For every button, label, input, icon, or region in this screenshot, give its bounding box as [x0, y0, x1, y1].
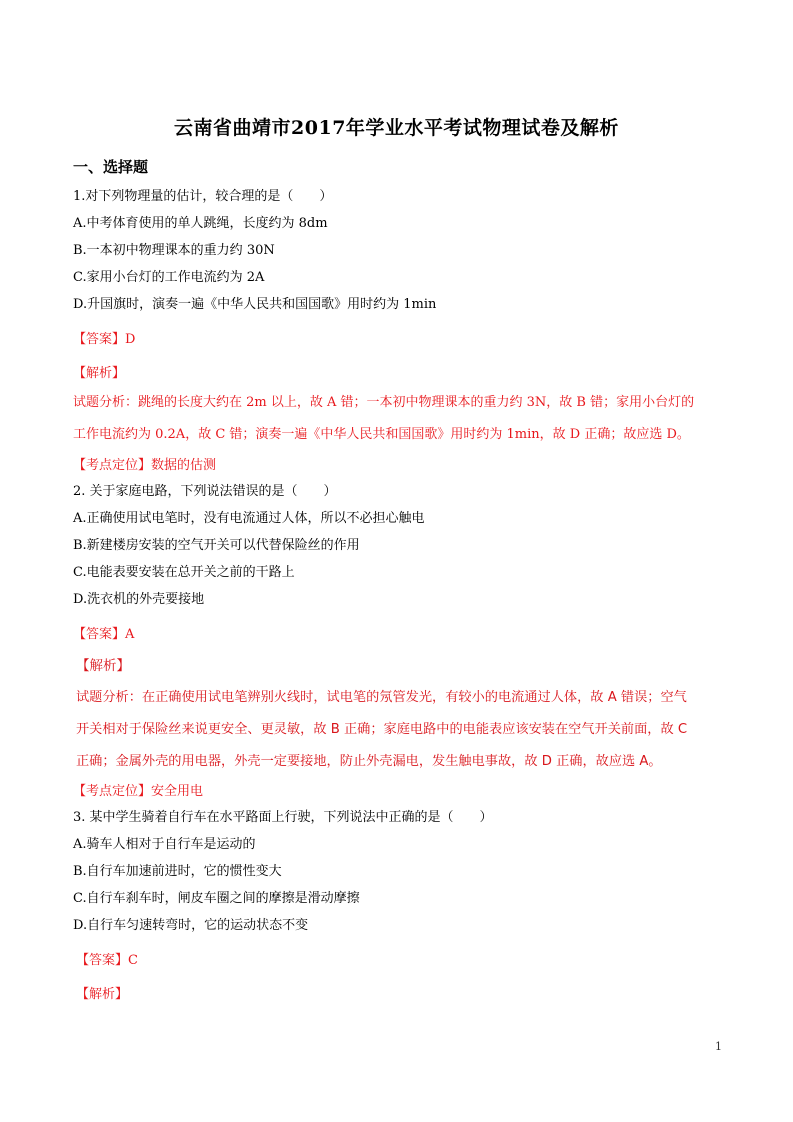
question-3-option-c: C.自行车刹车时，闸皮车圈之间的摩擦是滑动摩擦 — [73, 891, 360, 906]
question-2-answer: 【答案】A — [73, 627, 135, 642]
question-3-stem: 3. 某中学生骑着自行车在水平路面上行驶，下列说法中正确的是（ ） — [73, 810, 493, 825]
question-2-analysis-line-2: 开关相对于保险丝来说更安全、更灵敏，故 B 正确；家庭电路中的电能表应该安装在空气开关前面，故 C — [76, 722, 688, 737]
question-1-analysis-label: 【解析】 — [73, 366, 126, 381]
question-2-option-c: C.电能表要安装在总开关之前的干路上 — [73, 565, 295, 580]
question-2-analysis-line-1: 试题分析：在正确使用试电笔辨别火线时，试电笔的氖管发光，有较小的电流通过人体，故 A 错误；空气 — [76, 690, 687, 705]
question-1-stem: 1.对下列物理量的估计，较合理的是（ ） — [73, 189, 333, 204]
question-1-option-a: A.中考体育使用的单人跳绳，长度约为 8dm — [73, 216, 328, 231]
question-3-answer: 【答案】C — [76, 953, 138, 968]
question-1-analysis-line-1: 试题分析：跳绳的长度大约在 2m 以上，故 A 错；一本初中物理课本的重力约 3N，故 B 错；家用小台灯的 — [73, 395, 695, 410]
question-2-option-b: B.新建楼房安装的空气开关可以代替保险丝的作用 — [73, 538, 360, 553]
question-1-analysis-line-2: 工作电流约为 0.2A，故 C 错；演奏一遍《中华人民共和国国歌》用时约为 1min，故 D 正确；故应选 D。 — [73, 427, 690, 442]
question-1-topic: 【考点定位】数据的估测 — [73, 458, 217, 473]
question-2-option-a: A.正确使用试电笔时，没有电流通过人体，所以不必担心触电 — [73, 511, 425, 526]
question-1-option-d: D.升国旗时，演奏一遍《中华人民共和国国歌》用时约为 1min — [73, 297, 437, 312]
question-1-answer: 【答案】D — [73, 332, 136, 347]
question-1-option-c: C.家用小台灯的工作电流约为 2A — [73, 270, 265, 285]
question-1-option-b: B.一本初中物理课本的重力约 30N — [73, 243, 275, 258]
question-2-topic: 【考点定位】安全用电 — [73, 784, 204, 799]
page-number: 1 — [715, 1040, 722, 1053]
question-3-analysis-label: 【解析】 — [76, 987, 129, 1002]
question-2-stem: 2. 关于家庭电路，下列说法错误的是（ ） — [73, 484, 337, 499]
question-3-option-d: D.自行车匀速转弯时，它的运动状态不变 — [73, 918, 309, 933]
section-heading: 一、选择题 — [73, 158, 149, 176]
question-2-option-d: D.洗衣机的外壳要接地 — [73, 592, 205, 607]
document-title: 云南省曲靖市2017年学业水平考试物理试卷及解析 — [174, 117, 619, 139]
question-3-option-b: B.自行车加速前进时，它的惯性变大 — [73, 864, 282, 879]
question-3-option-a: A.骑车人相对于自行车是运动的 — [73, 837, 256, 852]
question-2-analysis-label: 【解析】 — [76, 658, 130, 674]
question-2-analysis-line-3: 正确；金属外壳的用电器，外壳一定要接地，防止外壳漏电，发生触电事故，故 D 正确，故应选 A。 — [76, 754, 662, 769]
